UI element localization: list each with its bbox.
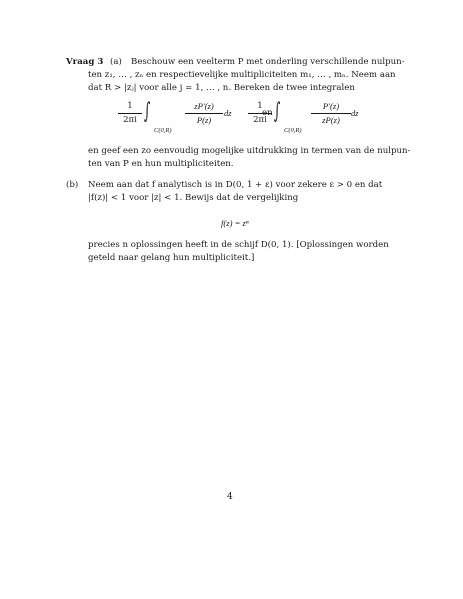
part-a-text-lines (88, 70, 402, 96)
part-a-text-line-1: Beschouw een veelterm P met onderling verschillende nulpun- (131, 57, 405, 67)
part-b-after-line-1: precies n oplossingen heeft in de schijf D(0, 1). [Oplossingen worden (88, 240, 389, 250)
integral-2-coefficient: $\frac{1}{2\pi i}$ (248, 101, 272, 126)
integral-2-contour: C(0,R) (284, 127, 302, 134)
integral-1-coefficient: $\frac{1}{2\pi i}$ (118, 101, 142, 126)
integral-1-dz: dz (224, 108, 232, 118)
integral-1-integrand: $\frac{zP'(z)}{P(z)}$ (185, 101, 223, 126)
part-b-label: (b) (66, 180, 79, 190)
page-number: 4 (227, 492, 233, 502)
part-b-line-1: Neem aan dat f analytisch is in D(0, 1 + ε) voor zekere ε > 0 en dat (88, 180, 383, 190)
integral-1-contour: C(0,R) (154, 127, 172, 134)
part-b-after-text (88, 240, 402, 266)
part-b-line-2: |f(z)| < 1 voor |z| < 1. Bewijs dat de vergelijking (88, 193, 299, 203)
integral-2-dz: dz (351, 108, 359, 118)
integral-sign-1: ∫ (144, 99, 151, 124)
part-a-after-line-1: en geef een zo eenvoudig mogelijke uitdrukking in termen van de nulpun- (88, 146, 411, 156)
question-label: Vraag 3 (66, 57, 104, 67)
part-a-label: (a) (110, 57, 122, 67)
part-b-text (88, 180, 402, 206)
part-a-line-2: ten z₁, … , zₙ en respectievelijke multipliciteiten m₁, … , mₙ. Neem aan (88, 70, 396, 80)
connector-en: en (262, 108, 273, 118)
part-a-after-text (88, 146, 411, 172)
part-a-after-line-2: ten van P en hun multipliciteiten. (88, 159, 234, 169)
equation: f(z) = zⁿ (221, 218, 249, 228)
part-b-after-line-2: geteld naar gelang hun multipliciteit.] (88, 253, 255, 263)
part-a-line-3: dat R > |zⱼ| voor alle j = 1, … , n. Bereken de twee integralen (88, 83, 355, 93)
integral-sign-2: ∫ (274, 99, 281, 124)
integral-2-integrand: $\frac{P'(z)}{zP(z)}$ (311, 101, 351, 126)
